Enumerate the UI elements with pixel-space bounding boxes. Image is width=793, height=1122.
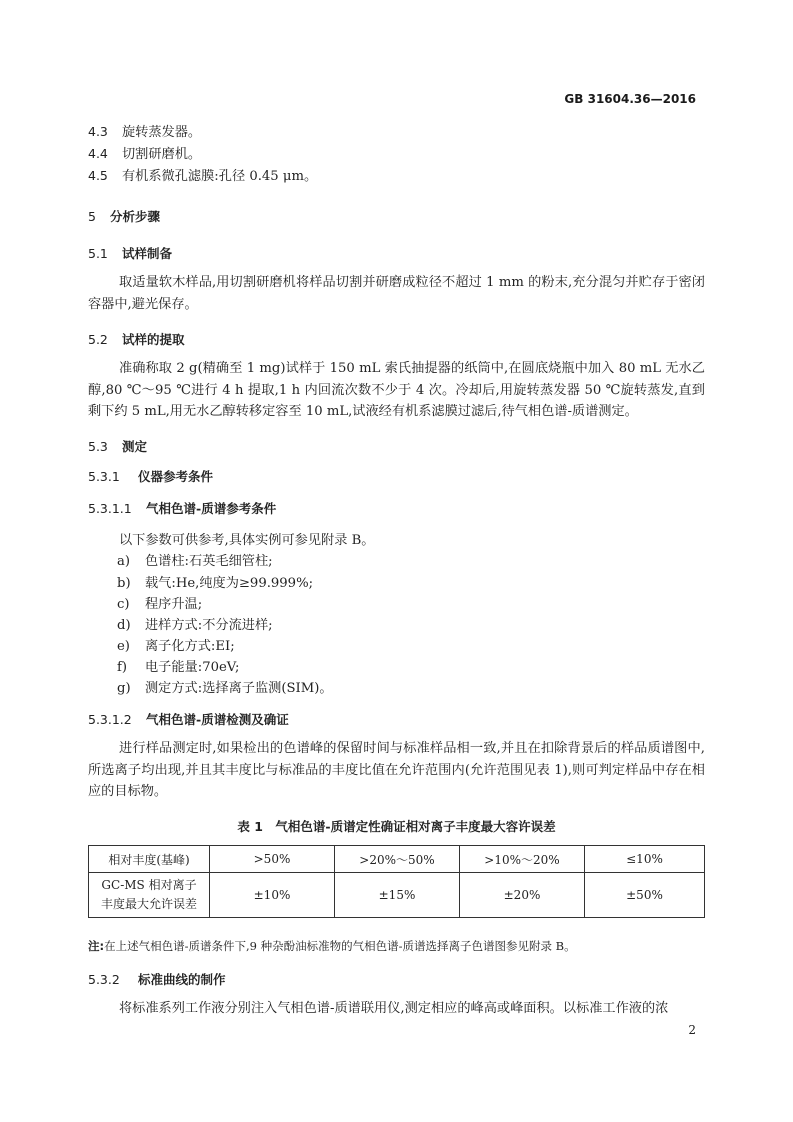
list-label: c) [117, 597, 130, 612]
table-row [89, 873, 705, 918]
row-label-line: GC-MS 相对离子 [101, 878, 197, 892]
item-4-4 [88, 143, 201, 162]
list-text: 载气:He,纯度为≥99.999%; [145, 576, 314, 591]
section-number: 5.2 [88, 332, 108, 347]
list-label: f) [117, 660, 128, 675]
list-label: e) [117, 639, 130, 654]
item-4-3 [88, 121, 201, 140]
section-number: 5.1 [88, 246, 108, 261]
section-5-2-heading [88, 330, 185, 348]
section-title: 标准曲线的制作 [138, 972, 226, 987]
list-item-a [117, 550, 273, 569]
section-title: 测定 [122, 439, 148, 454]
table-note [88, 938, 576, 954]
item-number: 4.5 [88, 168, 108, 183]
section-5-heading [88, 207, 160, 225]
section-title: 气相色谱-质谱参考条件 [146, 501, 277, 516]
table-header-cell: >10%～20% [460, 846, 585, 873]
item-text: 切割研磨机。 [122, 147, 202, 162]
item-4-5 [88, 165, 317, 184]
section-title: 试样制备 [122, 246, 173, 261]
row-label-line: 丰度最大允许误差 [100, 897, 197, 911]
section-5-3-2-heading [88, 970, 226, 988]
list-text: 进样方式:不分流进样; [145, 618, 273, 633]
list-item-b [117, 572, 313, 591]
section-title: 试样的提取 [122, 332, 185, 347]
list-item-f [117, 656, 239, 675]
table-cell: ±15% [335, 873, 460, 918]
section-5-1-text: 取适量软木样品,用切割研磨机将样品切割并研磨成粒径不超过 1 mm 的粉末,充分混匀并贮存于密闭容器中,避光保存。 [88, 275, 705, 312]
table-cell: ±10% [210, 873, 335, 918]
note-label: 注: [88, 939, 105, 953]
section-number: 5 [88, 209, 96, 224]
section-title: 仪器参考条件 [138, 469, 214, 484]
list-label: g) [117, 681, 131, 696]
section-5-3-1-1-heading [88, 499, 276, 517]
section-number: 5.3.1 [88, 469, 120, 484]
table-row [89, 846, 705, 873]
section-5-1-heading [88, 244, 172, 262]
list-item-d [117, 614, 273, 633]
section-title: 分析步骤 [110, 209, 161, 224]
section-5-3-heading [88, 437, 147, 455]
list-label: d) [117, 618, 131, 633]
list-item-e [117, 635, 235, 654]
table-row-label [89, 873, 210, 918]
item-number: 4.4 [88, 146, 108, 161]
list-item-c [117, 593, 202, 612]
section-5-3-2-text: 将标准系列工作液分别注入气相色谱-质谱联用仪,测定相应的峰高或峰面积。以标准工作液的浓 [119, 1001, 669, 1016]
list-text: 色谱柱:石英毛细管柱; [145, 554, 273, 569]
list-label: a) [117, 554, 131, 569]
section-5-3-1-heading [88, 467, 213, 485]
table-header-cell: ≤10% [585, 846, 705, 873]
standard-number: GB 31604.36—2016 [564, 92, 696, 106]
item-text: 有机系微孔滤膜:孔径 0.45 μm。 [122, 169, 318, 184]
item-text: 旋转蒸发器。 [122, 125, 202, 140]
list-label: b) [117, 576, 131, 591]
note-text: 在上述气相色谱-质谱条件下,9 种杂酚油标准物的气相色谱-质谱选择离子色谱图参见附录 B。 [104, 939, 576, 953]
section-number: 5.3 [88, 439, 108, 454]
section-5-3-1-2-heading [88, 710, 289, 728]
section-5-3-1-1-intro: 以下参数可供参考,具体实例可参见附录 B。 [119, 533, 375, 548]
table-1-caption: 表 1 气相色谱-质谱定性确证相对离子丰度最大容许误差 [237, 819, 556, 834]
table-header-cell: 相对丰度(基峰) [89, 846, 210, 873]
list-text: 程序升温; [145, 597, 203, 612]
section-title: 气相色谱-质谱检测及确证 [146, 712, 289, 727]
section-5-3-1-2-text: 进行样品测定时,如果检出的色谱峰的保留时间与标准样品相一致,并且在扣除背景后的样品质谱图中,所选离子均出现,并且其丰度比与标准品的丰度比值在允许范围内(允许范围见表 1),则可判定样品中存在相应的目标物。 [88, 741, 705, 799]
section-number: 5.3.1.2 [88, 712, 132, 727]
table-header-cell: >20%～50% [335, 846, 460, 873]
section-number: 5.3.1.1 [88, 501, 132, 516]
list-item-g [117, 677, 333, 696]
page-number: 2 [688, 1023, 696, 1037]
list-text: 电子能量:70eV; [145, 660, 240, 675]
list-text: 离子化方式:EI; [145, 639, 235, 654]
item-number: 4.3 [88, 124, 108, 139]
table-1 [88, 845, 705, 918]
table-cell: ±50% [585, 873, 705, 918]
list-text: 测定方式:选择离子监测(SIM)。 [145, 681, 333, 696]
section-5-2-text: 准确称取 2 g(精确至 1 mg)试样于 150 mL 索氏抽提器的纸筒中,在圆底烧瓶中加入 80 mL 无水乙醇,80 ℃～95 ℃进行 4 h 提取,1 h 内回流次数不少于 4 次。冷却后,用旋转蒸发器 50 ℃旋转蒸发,直到剩下约 5 mL,用无水乙醇转移定容至 10 mL,试液经有机系滤膜过滤后,待气相色谱-质谱测定。 [88, 361, 705, 419]
section-number: 5.3.2 [88, 972, 120, 987]
table-cell: ±20% [460, 873, 585, 918]
table-header-cell: >50% [210, 846, 335, 873]
